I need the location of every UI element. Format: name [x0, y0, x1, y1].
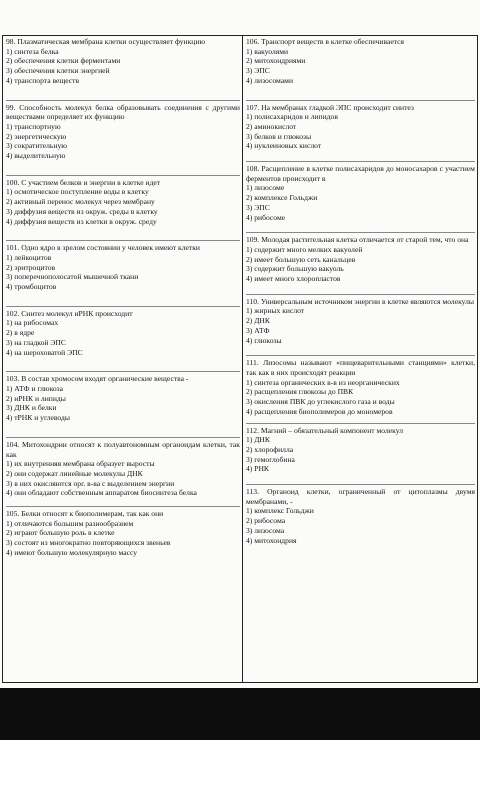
- answer-option: 4) тромбоцитов: [6, 282, 57, 292]
- question-text: На мембранах гладкой ЭПС происходит синтез: [261, 102, 414, 112]
- question-separator: [246, 232, 475, 233]
- answer-option: 2) энергетическую: [6, 131, 67, 141]
- answer-option: 1) лизосоме: [246, 183, 285, 193]
- question-separator: [246, 100, 475, 101]
- question-separator: [6, 100, 240, 101]
- question-block: [246, 235, 475, 284]
- question-stem: [6, 178, 240, 188]
- question-text: Органоид клетки, ограниченный от цитоплазмы двумя мембранами, -: [246, 487, 475, 506]
- answer-option: 3) содержит большую вакуоль: [246, 264, 344, 274]
- question-stem: [246, 297, 475, 307]
- answer-option: 2) играют большую роль в клетке: [6, 528, 115, 538]
- question-block: [6, 103, 240, 161]
- question-text: В состав хромосом входят органические вещества -: [21, 374, 189, 384]
- question-number: 113.: [246, 487, 260, 497]
- question-separator: [6, 240, 240, 241]
- answer-option: 4) имеет много хлоропластов: [246, 274, 341, 284]
- question-block: [246, 358, 475, 416]
- question-number: 112.: [246, 425, 260, 435]
- question-number: 99.: [6, 102, 16, 112]
- answer-option: 3) ДНК и белки: [6, 403, 57, 413]
- answer-option: 2) эритроцитов: [6, 262, 56, 272]
- question-block: [6, 178, 240, 227]
- question-block: [6, 243, 240, 292]
- question-separator: [246, 355, 475, 356]
- question-text: Магний – обязательный компонент молекул: [260, 425, 403, 435]
- answer-option: 4) глюкозы: [246, 335, 282, 345]
- question-number: 105.: [6, 509, 20, 519]
- question-block: [246, 103, 475, 152]
- answer-option: 3) состоят из многократно повторяющихся звеньев: [6, 538, 171, 548]
- answer-option: 4) выделительную: [6, 151, 66, 161]
- answer-option: 4) лизосомами: [246, 75, 294, 85]
- answer-option: 2) имеет большую сеть канальцев: [246, 254, 356, 264]
- question-stem: [6, 440, 240, 459]
- answer-option: 1) жирных кислот: [246, 306, 305, 316]
- answer-option: 3) обеспечения клетки энергией: [6, 66, 110, 76]
- answer-option: 3) на гладкой ЭПС: [6, 337, 66, 347]
- question-block: [246, 426, 475, 475]
- answer-option: 2) они содержат линейные молекулы ДНК: [6, 468, 143, 478]
- answer-option: 2) аминокислот: [246, 121, 297, 131]
- answer-option: 2) ДНК: [246, 316, 270, 326]
- question-text: Митохондрии относят к полуавтономным органоидам клетки, так как: [6, 439, 240, 459]
- question-stem: [246, 426, 475, 436]
- question-number: 109.: [246, 235, 260, 245]
- answer-option: 4) имеют большую молекулярную массу: [6, 547, 138, 557]
- answer-option: 1) отличаются большим разнообразием: [6, 518, 134, 528]
- question-separator: [246, 423, 475, 424]
- question-number: 101.: [6, 243, 20, 253]
- question-text: Лизосомы называют «пищеварительными станциями» клетки, так как в них происходят реакции: [246, 358, 476, 377]
- question-separator: [6, 437, 240, 438]
- question-number: 103.: [6, 374, 20, 384]
- answer-option: 4) на шероховатой ЭПС: [6, 347, 83, 357]
- question-separator: [6, 306, 240, 307]
- answer-option: 1) на рибосомах: [6, 318, 59, 328]
- answer-option: 3) ЭПС: [246, 202, 270, 212]
- answer-option: 3) белков и глюкозы: [246, 131, 312, 141]
- question-block: [6, 440, 240, 498]
- question-number: 111.: [246, 358, 259, 368]
- question-number: 100.: [6, 177, 20, 187]
- answer-option: 1) вакуолями: [246, 46, 289, 56]
- question-stem: [246, 487, 475, 506]
- answer-option: 2) рибосома: [246, 516, 286, 526]
- question-number: 110.: [246, 296, 260, 306]
- question-stem: [6, 243, 240, 253]
- answer-option: 1) осмотическое поступление воды в клетку: [6, 187, 149, 197]
- question-text: Расщепление в клетке полисахаридов до моносахаров с участием ферментов происходит в: [246, 164, 475, 183]
- question-stem: [6, 309, 240, 319]
- question-number: 102.: [6, 308, 20, 318]
- question-separator: [246, 161, 475, 162]
- answer-option: 1) синтеза органических в-в из неорганических: [246, 377, 400, 387]
- answer-option: 4) транспорта веществ: [6, 75, 80, 85]
- question-stem: [6, 509, 240, 519]
- answer-option: 4) РНК: [246, 464, 269, 474]
- answer-option: 4) рибосоме: [246, 212, 286, 222]
- answer-option: 1) полисахаридов и липидов: [246, 112, 338, 122]
- question-stem: [246, 235, 475, 245]
- answer-option: 2) активный перенос молекул через мембрану: [6, 197, 155, 207]
- answer-option: 4) нуклеиновых кислот: [246, 141, 322, 151]
- question-stem: [6, 37, 240, 47]
- question-text: Универсальным источником энергии в клетке являются молекулы: [260, 296, 475, 306]
- right-column: [243, 36, 477, 682]
- answer-option: 1) АТФ и глюкоза: [6, 383, 64, 393]
- question-text: Белки относят к биополимерам, так как они: [21, 509, 164, 519]
- question-separator: [6, 175, 240, 176]
- question-separator: [246, 294, 475, 295]
- answer-option: 4) они обладают собственным аппаратом биосинтеза белка: [6, 488, 197, 498]
- answer-option: 3) АТФ: [246, 325, 270, 335]
- question-text: Транспорт веществ в клетке обеспечивается: [261, 37, 404, 46]
- question-number: 108.: [246, 164, 260, 174]
- answer-option: 4) расщепления биополимеров до мономеров: [246, 406, 393, 416]
- answer-option: 3) в них окисляются орг. в-ва с выделением энергии: [6, 478, 175, 488]
- answer-option: 1) транспортную: [6, 121, 61, 131]
- answer-option: 1) синтеза белка: [6, 46, 59, 56]
- answer-option: 3) окисления ПВК до углекислого газа и воды: [246, 397, 395, 407]
- question-number: 107.: [246, 102, 260, 112]
- question-stem: [246, 103, 475, 113]
- answer-option: 2) обеспечения клетки ферментами: [6, 56, 121, 66]
- question-stem: [6, 103, 240, 122]
- answer-option: 3) ЭПС: [246, 66, 270, 76]
- question-number: 104.: [6, 439, 20, 449]
- answer-option: 1) их внутренняя мембрана образует выросты: [6, 459, 155, 469]
- answer-option: 1) содержит много мелких вакуолей: [246, 244, 363, 254]
- question-text: Молодая растительная клетка отличается от старой тем, что она: [261, 235, 469, 245]
- answer-option: 1) комплекс Гольджи: [246, 506, 314, 516]
- answer-option: 4) диффузия веществ из клетки в окруж. среду: [6, 216, 157, 226]
- answer-option: 3) поперечнополосатой мышечной ткани: [6, 272, 139, 282]
- answer-option: 3) сократительную: [6, 141, 67, 151]
- answer-option: 3) лизосома: [246, 525, 285, 535]
- question-separator: [246, 484, 475, 485]
- answer-option: 2) митохондриями: [246, 56, 306, 66]
- answer-option: 4) митохондрия: [246, 535, 297, 545]
- answer-option: 2) в ядре: [6, 328, 35, 338]
- question-block: [6, 37, 240, 86]
- answer-option: 4) тРНК и углеводы: [6, 413, 70, 423]
- question-block: [6, 374, 240, 423]
- answer-option: 2) иРНК и липиды: [6, 393, 66, 403]
- dark-band: [0, 688, 480, 740]
- question-separator: [6, 371, 240, 372]
- question-text: Одно ядро в зрелом состоянии у человек имеют клетки: [21, 243, 200, 253]
- question-block: [246, 37, 475, 86]
- question-stem: [246, 37, 475, 47]
- answer-option: 2) комплексе Гольджи: [246, 193, 318, 203]
- question-stem: [246, 164, 475, 183]
- question-block: [246, 487, 475, 545]
- answer-option: 1) ДНК: [246, 435, 270, 445]
- question-text: Синтез молекул иРНК происходит: [21, 308, 133, 318]
- blank-area: [0, 740, 480, 800]
- answer-option: 1) лейкоцитов: [6, 252, 52, 262]
- question-text: Способность молекул белка образовывать соединения с другими веществами определяет их функцию: [6, 102, 240, 122]
- answer-option: 3) диффузия веществ из окруж. среды в клетку: [6, 206, 158, 216]
- answer-option: 3) гемоглобина: [246, 454, 295, 464]
- question-text: Плазматическая мембрана клетки осуществляет функцию: [17, 37, 206, 46]
- question-block: [246, 164, 475, 222]
- answer-option: 2) расщепления глюкозы до ПВК: [246, 387, 354, 397]
- question-number: 106.: [246, 37, 260, 46]
- question-block: [6, 309, 240, 358]
- questions-table: [2, 35, 478, 683]
- question-stem: [6, 374, 240, 384]
- answer-option: 2) хлорофилла: [246, 444, 294, 454]
- question-number: 98.: [6, 37, 16, 46]
- question-block: [6, 509, 240, 558]
- left-column: [3, 36, 243, 682]
- question-block: [246, 297, 475, 346]
- question-stem: [246, 358, 475, 377]
- question-text: С участием белков и энергии в клетке идет: [21, 177, 161, 187]
- question-separator: [6, 506, 240, 507]
